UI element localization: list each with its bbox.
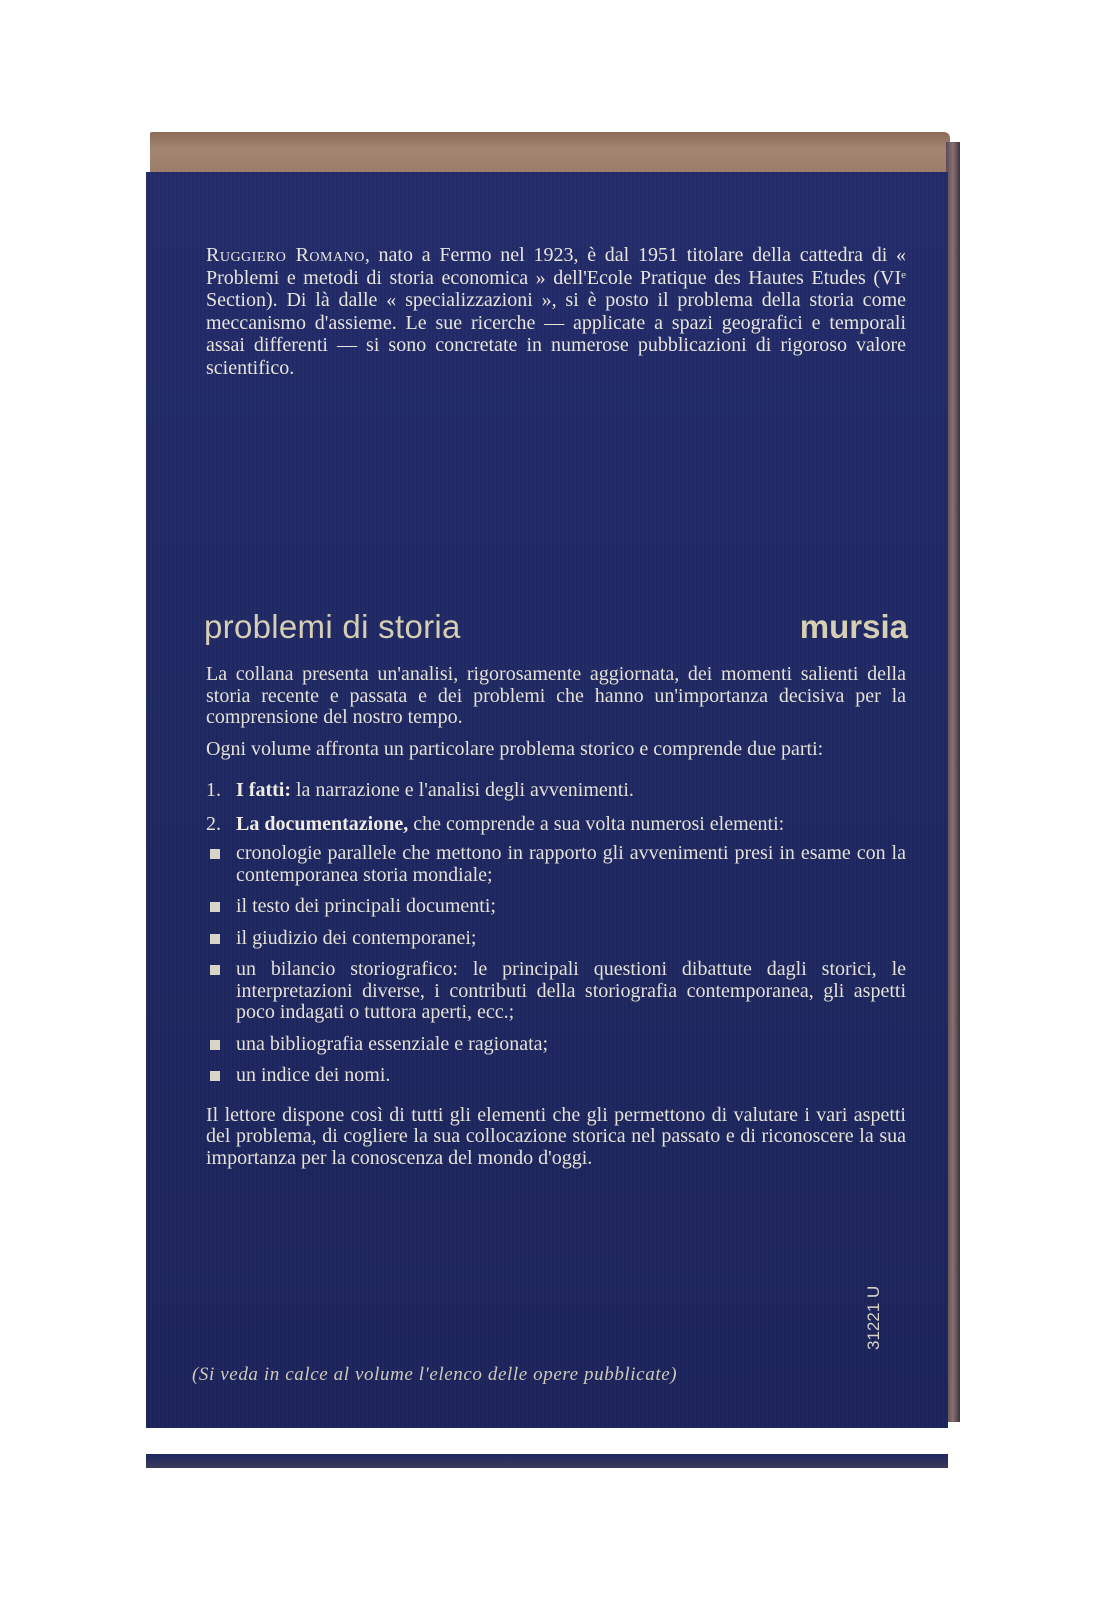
page-block-top-edge	[150, 132, 950, 176]
bio-text-1: , nato a Fermo nel 1923, è dal 1951 titolare della cattedra di « Problemi e metodi di storia economica » dell'Ecole Pratique des Hautes Etudes (VI	[206, 244, 907, 289]
part-number: 2.	[206, 812, 221, 835]
footnote: (Si veda in calce al volume l'elenco delle opere pubblicate)	[192, 1364, 678, 1385]
part-text: che comprende a sua volta numerosi elementi:	[408, 812, 785, 835]
list-item-text: una bibliografia essenziale e ragionata;	[236, 1032, 549, 1055]
list-item	[206, 843, 906, 886]
publisher-name: mursia	[799, 608, 908, 645]
page-block-side-edge	[946, 142, 960, 1422]
part-text: la narrazione e l'analisi degli avvenimenti.	[290, 779, 634, 801]
square-bullet-icon	[210, 1071, 220, 1081]
series-title: problemi di storia	[204, 608, 461, 645]
part-label: I fatti:	[236, 779, 291, 801]
list-item-text: un bilancio storiografico: le principali questioni dibattute dagli storici, le interpretazioni diverse, i contributi della storiografia contemporanea, gli aspetti poco indagati o tuttora aperti, ecc.;	[236, 958, 906, 1023]
list-item	[206, 928, 906, 950]
list-item-text: il giudizio dei contemporanei;	[236, 926, 477, 949]
list-item-text: cronologie parallele che mettono in rapporto gli avvenimenti presi in esame con la contemporanea storia mondiale;	[236, 842, 906, 886]
part-label: La documentazione,	[236, 812, 409, 835]
square-bullet-icon	[210, 965, 220, 975]
book-back-cover	[146, 132, 960, 1428]
catalog-code	[864, 1280, 888, 1350]
part-number: 1.	[206, 779, 221, 801]
series-description	[206, 664, 906, 1179]
list-item	[206, 959, 906, 1024]
volume-intro-paragraph: Ogni volume affronta un particolare problema storico e comprende due parti:	[206, 737, 824, 760]
author-name: Ruggiero Romano	[206, 244, 365, 266]
square-bullet-icon	[210, 849, 220, 859]
list-item-text: un indice dei nomi.	[236, 1064, 391, 1086]
list-item	[206, 896, 906, 918]
intro-paragraph: La collana presenta un'analisi, rigorosamente aggiornata, dei momenti salienti della storia recente e passata e dei problemi che hanno un'importanza decisiva per la comprensione del nostro tempo.	[206, 663, 906, 728]
cover-bottom-edge	[146, 1454, 948, 1468]
conclusion-paragraph: Il lettore dispone così di tutti gli elementi che gli permettono di valutare i vari aspetti del problema, di cogliere la sua collocazione storica nel passato e di riconoscere la sua importanza per la conoscenza del mondo d'oggi.	[206, 1103, 906, 1169]
part-item-documentation	[206, 814, 906, 836]
part-item-facts	[206, 780, 906, 802]
square-bullet-icon	[210, 902, 220, 912]
author-biography	[206, 244, 906, 379]
square-bullet-icon	[210, 1040, 220, 1050]
square-bullet-icon	[210, 934, 220, 944]
series-header	[204, 608, 908, 652]
list-item	[206, 1034, 906, 1056]
list-item-text: il testo dei principali documenti;	[236, 895, 496, 917]
bio-text-2: Section). Di là dalle « specializzazioni », si è posto il problema della storia come meccanismo d'assieme. Le sue ricerche — applicate a spazi geografici e temporali assai differenti — si sono concretate in numerose pubblicazioni di rigoroso valore scientifico.	[206, 289, 906, 379]
list-item	[206, 1065, 906, 1087]
catalog-code-text: 31221 U	[864, 1285, 883, 1350]
bio-superscript: e	[901, 268, 906, 281]
cover-panel	[146, 172, 948, 1428]
